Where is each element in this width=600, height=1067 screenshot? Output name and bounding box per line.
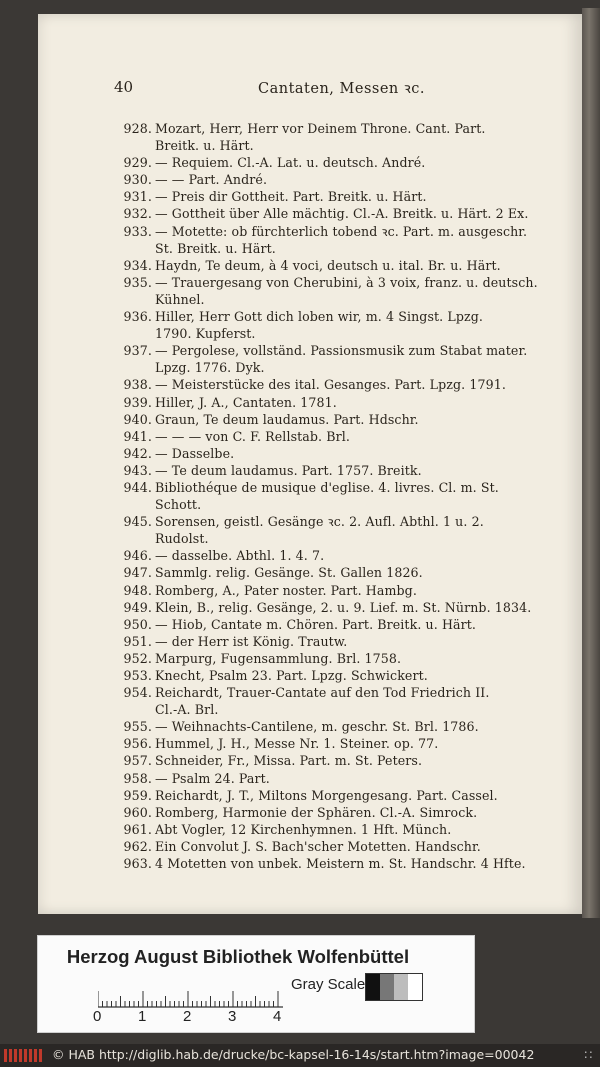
catalog-entry-line — [114, 821, 574, 838]
ruler-label: 4 — [273, 1008, 282, 1025]
catalog-entry-line — [114, 359, 574, 376]
catalog-entry-line — [114, 582, 574, 599]
entry-text: Schott. — [155, 497, 202, 513]
entry-text: Kühnel. — [155, 291, 205, 307]
catalog-entry-line — [114, 787, 574, 804]
entry-number — [114, 137, 155, 154]
ruler-label: 2 — [183, 1008, 192, 1025]
catalog-entry-line — [114, 428, 574, 445]
entry-text: Hiller, J. A., Cantaten. 1781. — [155, 394, 337, 410]
book-page — [38, 14, 582, 914]
entry-text: — Gottheit über Alle mächtig. Cl.-A. Breitk. u. Härt. 2 Ex. — [155, 206, 529, 222]
entry-text: — Requiem. Cl.-A. Lat. u. deutsch. André. — [155, 155, 426, 171]
entry-number: 940. — [123, 411, 152, 427]
entry-number: 960. — [123, 804, 152, 820]
catalog-entry-line — [114, 496, 574, 513]
copyright-url[interactable]: © HAB http://diglib.hab.de/drucke/bc-kapsel-16-14s/start.htm?image=00042 — [52, 1047, 535, 1062]
gray-scale-label: Gray Scale — [291, 976, 366, 993]
catalog-entry-line — [114, 513, 574, 530]
entry-text: Romberg, A., Pater noster. Part. Hambg. — [155, 582, 417, 598]
entry-number: 948. — [123, 582, 152, 598]
entry-number: 935. — [123, 274, 152, 290]
catalog-entry-line — [114, 223, 574, 240]
entry-text: — dasselbe. Abthl. 1. 4. 7. — [155, 548, 325, 564]
catalog-entry-line — [114, 325, 574, 342]
gray-chip — [394, 974, 408, 1000]
catalog-entry-line — [114, 342, 574, 359]
entry-text: Reichardt, J. T., Miltons Morgengesang. Part. Cassel. — [155, 787, 498, 803]
ruler-label: 1 — [138, 1008, 147, 1025]
catalog-entry-line — [114, 684, 574, 701]
catalog-entry-line — [114, 770, 574, 787]
entry-text: Haydn, Te deum, à 4 voci, deutsch u. ital. Br. u. Härt. — [155, 257, 501, 273]
entry-text: Ein Convolut J. S. Bach'scher Motetten. Handschr. — [155, 838, 481, 854]
catalog-entry-line — [114, 564, 574, 581]
gray-chip — [380, 974, 394, 1000]
entry-number — [114, 530, 155, 547]
catalog-entry-line — [114, 376, 574, 393]
catalog-entry-line — [114, 137, 574, 154]
entry-number: 932. — [123, 206, 152, 222]
entry-text: Hummel, J. H., Messe Nr. 1. Steiner. op. 77. — [155, 736, 439, 752]
entry-number: 961. — [123, 821, 152, 837]
entry-text: 1790. Kupferst. — [155, 326, 256, 342]
entry-number: 952. — [123, 650, 152, 666]
entry-number — [114, 359, 155, 376]
entry-text: — Hiob, Cantate m. Chören. Part. Breitk. u. Härt. — [155, 616, 477, 632]
catalog-entry-line — [114, 667, 574, 684]
entry-number — [114, 240, 155, 257]
gray-scale-chips — [365, 973, 423, 1001]
gray-chip — [366, 974, 380, 1000]
catalog-entry-line — [114, 445, 574, 462]
entry-text: — Pergolese, vollständ. Passionsmusik zum Stabat mater. — [155, 343, 528, 359]
ruler-label: 3 — [228, 1008, 237, 1025]
footer-dots-icon: :: — [583, 1046, 594, 1061]
entry-number: 949. — [123, 599, 152, 615]
catalog-entry-line — [114, 171, 574, 188]
viewer-footer — [0, 1044, 600, 1067]
entry-number: 946. — [123, 548, 152, 564]
page-number: 40 — [114, 78, 134, 96]
entry-number: 934. — [123, 257, 152, 273]
book-spine-shadow — [582, 8, 600, 918]
entry-text: — Weihnachts-Cantilene, m. geschr. St. Brl. 1786. — [155, 719, 479, 735]
entry-text: Reichardt, Trauer-Cantate auf den Tod Friedrich II. — [155, 685, 490, 701]
entry-text: Rudolst. — [155, 531, 209, 547]
library-label-card — [37, 935, 475, 1033]
entry-text: Lpzg. 1776. Dyk. — [155, 360, 265, 376]
entry-text: Knecht, Psalm 23. Part. Lpzg. Schwickert. — [155, 668, 428, 683]
entry-text: — Dasselbe. — [155, 445, 235, 461]
entry-text: Klein, B., relig. Gesänge, 2. u. 9. Lief. m. St. Nürnb. 1834. — [155, 599, 532, 615]
catalog-entry-line — [114, 701, 574, 718]
ruler-labels — [93, 1008, 333, 1028]
catalog-entry-line — [114, 530, 574, 547]
entry-number: 928. — [123, 121, 152, 136]
entry-text: — — — von C. F. Rellstab. Brl. — [155, 428, 350, 444]
running-title: Cantaten, Messen ꝛc. — [258, 81, 425, 97]
entry-text: Sammlg. relig. Gesänge. St. Gallen 1826. — [155, 565, 423, 581]
library-name: Herzog August Bibliothek Wolfenbüttel — [66, 946, 410, 967]
catalog-entry-line — [114, 855, 574, 872]
catalog-entry-line — [114, 752, 574, 769]
entry-text: Bibliothéque de musique d'eglise. 4. livres. Cl. m. St. — [155, 479, 499, 495]
catalog-entry-line — [114, 718, 574, 735]
entry-number: 939. — [123, 394, 152, 410]
entry-number: 931. — [123, 189, 152, 205]
entry-number: 930. — [123, 172, 152, 188]
catalog-entry-line — [114, 838, 574, 855]
entry-number: 950. — [123, 616, 152, 632]
entry-text: 4 Motetten von unbek. Meistern m. St. Handschr. 4 Hfte. — [155, 856, 526, 872]
catalog-entry-line — [114, 120, 574, 137]
entry-number — [114, 701, 155, 718]
page-header — [38, 78, 582, 100]
entry-number: 962. — [123, 838, 152, 854]
entry-text: Mozart, Herr, Herr vor Deinem Throne. Cant. Part. — [155, 121, 486, 136]
catalog-entry-line — [114, 616, 574, 633]
entry-number: 941. — [123, 428, 152, 444]
entry-number: 942. — [123, 445, 152, 461]
entry-number: 951. — [123, 633, 152, 649]
entry-text: — Preis dir Gottheit. Part. Breitk. u. Härt. — [155, 189, 427, 205]
entry-text: — Motette: ob fürchterlich tobend ꝛc. Part. m. ausgeschr. — [155, 223, 528, 239]
catalog-entries — [114, 120, 574, 872]
catalog-entry-line — [114, 240, 574, 257]
entry-number: 957. — [123, 753, 152, 769]
entry-text: — — Part. André. — [155, 172, 268, 188]
entry-text: — Meisterstücke des ital. Gesanges. Part. Lpzg. 1791. — [155, 377, 506, 393]
entry-text: Romberg, Harmonie der Sphären. Cl.-A. Simrock. — [155, 804, 478, 820]
catalog-entry-line — [114, 462, 574, 479]
ruler-label: 0 — [93, 1008, 102, 1025]
gray-chip — [408, 974, 422, 1000]
entry-text: Breitk. u. Härt. — [155, 138, 254, 154]
entry-text: — Te deum laudamus. Part. 1757. Breitk. — [155, 462, 422, 478]
entry-number: 955. — [123, 719, 152, 735]
entry-number: 938. — [123, 377, 152, 393]
entry-text: — der Herr ist König. Trautw. — [155, 633, 348, 649]
catalog-entry-line — [114, 804, 574, 821]
entry-number: 953. — [123, 668, 152, 683]
entry-number: 937. — [123, 343, 152, 359]
catalog-entry-line — [114, 479, 574, 496]
catalog-entry-line — [114, 274, 574, 291]
entry-number: 958. — [123, 770, 152, 786]
entry-text: Schneider, Fr., Missa. Part. m. St. Peters. — [155, 753, 423, 769]
entry-text: Cl.-A. Brl. — [155, 702, 219, 718]
entry-text: Abt Vogler, 12 Kirchenhymnen. 1 Hft. Münch. — [155, 821, 452, 837]
entry-number — [114, 496, 155, 513]
catalog-entry-line — [114, 257, 574, 274]
catalog-entry-line — [114, 599, 574, 616]
entry-number: 936. — [123, 309, 152, 325]
entry-number: 954. — [123, 685, 152, 701]
entry-number: 959. — [123, 787, 152, 803]
entry-text: Graun, Te deum laudamus. Part. Hdschr. — [155, 411, 419, 427]
entry-number: 943. — [123, 462, 152, 478]
entry-number: 944. — [123, 479, 152, 495]
catalog-entry-line — [114, 188, 574, 205]
catalog-entry-line — [114, 205, 574, 222]
hab-logo-icon — [4, 1049, 44, 1062]
entry-text: St. Breitk. u. Härt. — [155, 240, 276, 256]
catalog-entry-line — [114, 291, 574, 308]
entry-text: Hiller, Herr Gott dich loben wir, m. 4 Singst. Lpzg. — [155, 309, 483, 325]
entry-number — [114, 291, 155, 308]
catalog-entry-line — [114, 633, 574, 650]
entry-number: 929. — [123, 155, 152, 171]
entry-number — [114, 325, 155, 342]
entry-number: 956. — [123, 736, 152, 752]
entry-number: 963. — [123, 856, 152, 872]
entry-number: 945. — [123, 514, 152, 530]
entry-number: 933. — [123, 223, 152, 239]
catalog-entry-line — [114, 411, 574, 428]
entry-number: 947. — [123, 565, 152, 581]
catalog-entry-line — [114, 394, 574, 411]
entry-text: — Trauergesang von Cherubini, à 3 voix, franz. u. deutsch. — [155, 274, 538, 290]
catalog-entry-line — [114, 650, 574, 667]
catalog-entry-line — [114, 308, 574, 325]
catalog-entry-line — [114, 154, 574, 171]
entry-text: Sorensen, geistl. Gesänge ꝛc. 2. Aufl. Abthl. 1 u. 2. — [155, 514, 484, 530]
catalog-entry-line — [114, 735, 574, 752]
catalog-entry-line — [114, 547, 574, 564]
entry-text: Marpurg, Fugensammlung. Brl. 1758. — [155, 650, 402, 666]
entry-text: — Psalm 24. Part. — [155, 770, 270, 786]
